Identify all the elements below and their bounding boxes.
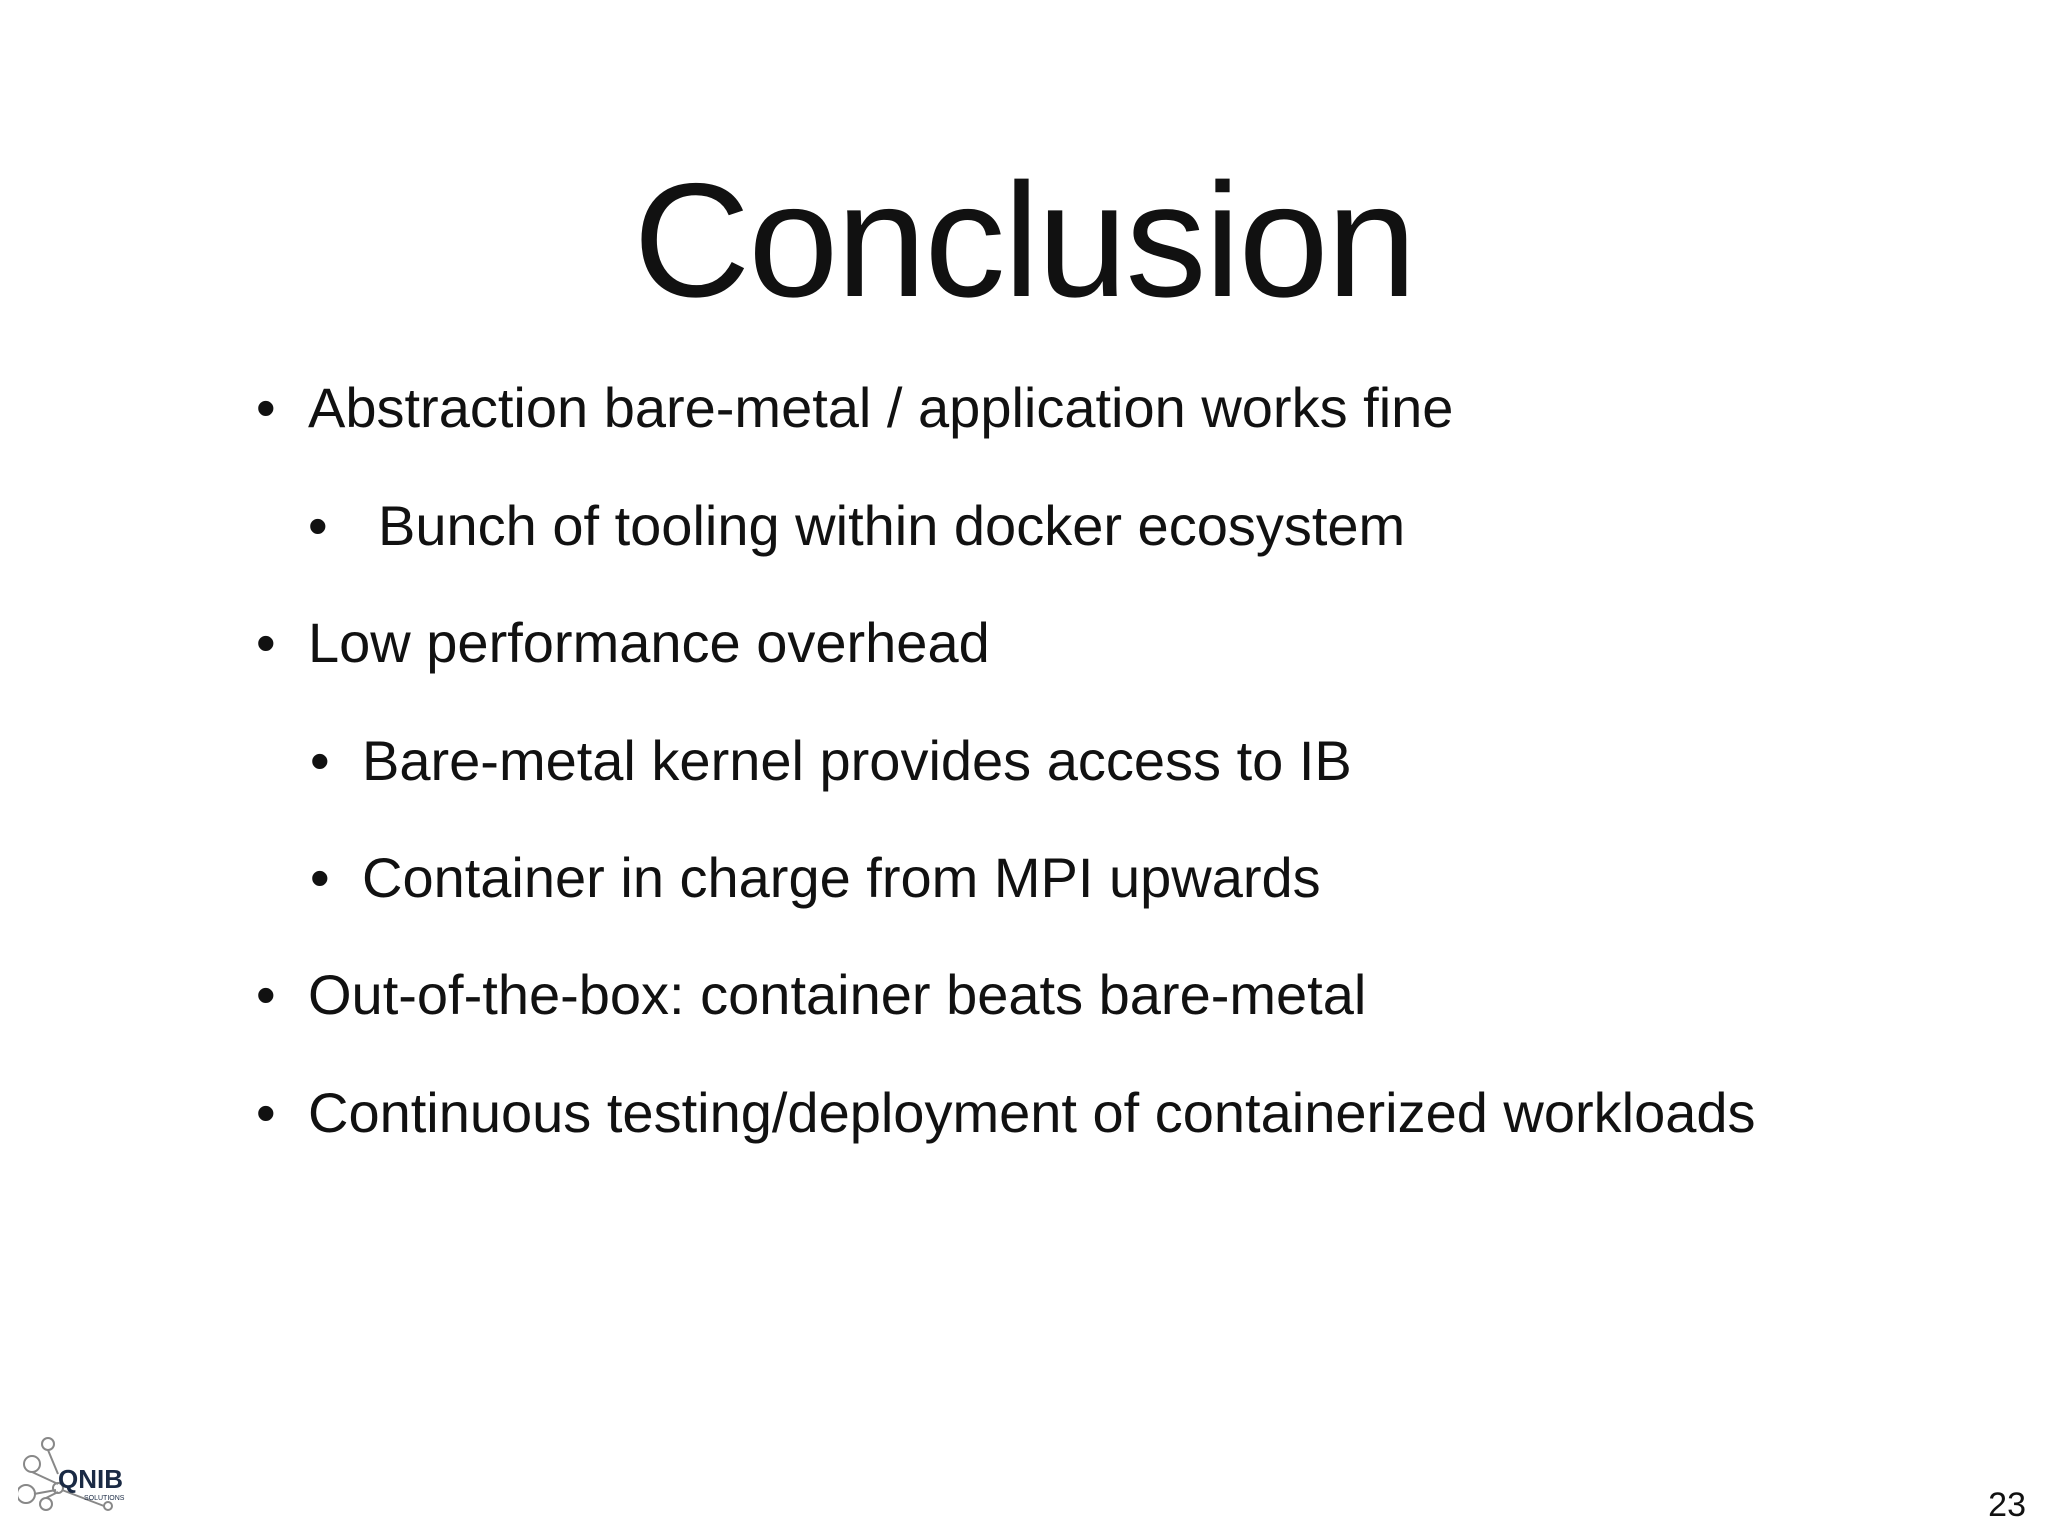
bullet-text: Continuous testing/deployment of containerized workloads	[308, 1081, 1756, 1144]
bullet-text: Bunch of tooling within docker ecosystem	[378, 494, 1406, 557]
bullet-item	[310, 846, 1321, 909]
bullet-text: Low performance overhead	[308, 611, 990, 674]
bullet-dot: •	[256, 963, 276, 1026]
bullet-item	[256, 963, 1367, 1026]
bullet-dot: •	[310, 729, 330, 792]
bullet-dot: •	[256, 1081, 276, 1144]
bullet-text: Abstraction bare-metal / application works fine	[308, 376, 1454, 439]
bullet-item	[256, 376, 1454, 439]
page-number: 23	[1988, 1486, 2026, 1524]
bullet-item	[256, 1081, 1756, 1144]
qnib-logo	[18, 1434, 148, 1524]
bullet-text: Container in charge from MPI upwards	[362, 846, 1321, 909]
bullet-text: Out-of-the-box: container beats bare-metal	[308, 963, 1367, 1026]
bullet-item	[256, 611, 990, 674]
bullet-item	[310, 729, 1352, 792]
bullet-dot: •	[308, 494, 328, 557]
logo-text: QNIB	[58, 1464, 123, 1494]
logo-subtext: SOLUTIONS	[84, 1495, 125, 1502]
bullet-dot: •	[256, 376, 276, 439]
bullet-item	[308, 494, 1406, 557]
bullet-dot: •	[310, 846, 330, 909]
bullet-dot: •	[256, 611, 276, 674]
slide-title: Conclusion	[633, 150, 1415, 331]
bullet-text: Bare-metal kernel provides access to IB	[362, 729, 1352, 792]
